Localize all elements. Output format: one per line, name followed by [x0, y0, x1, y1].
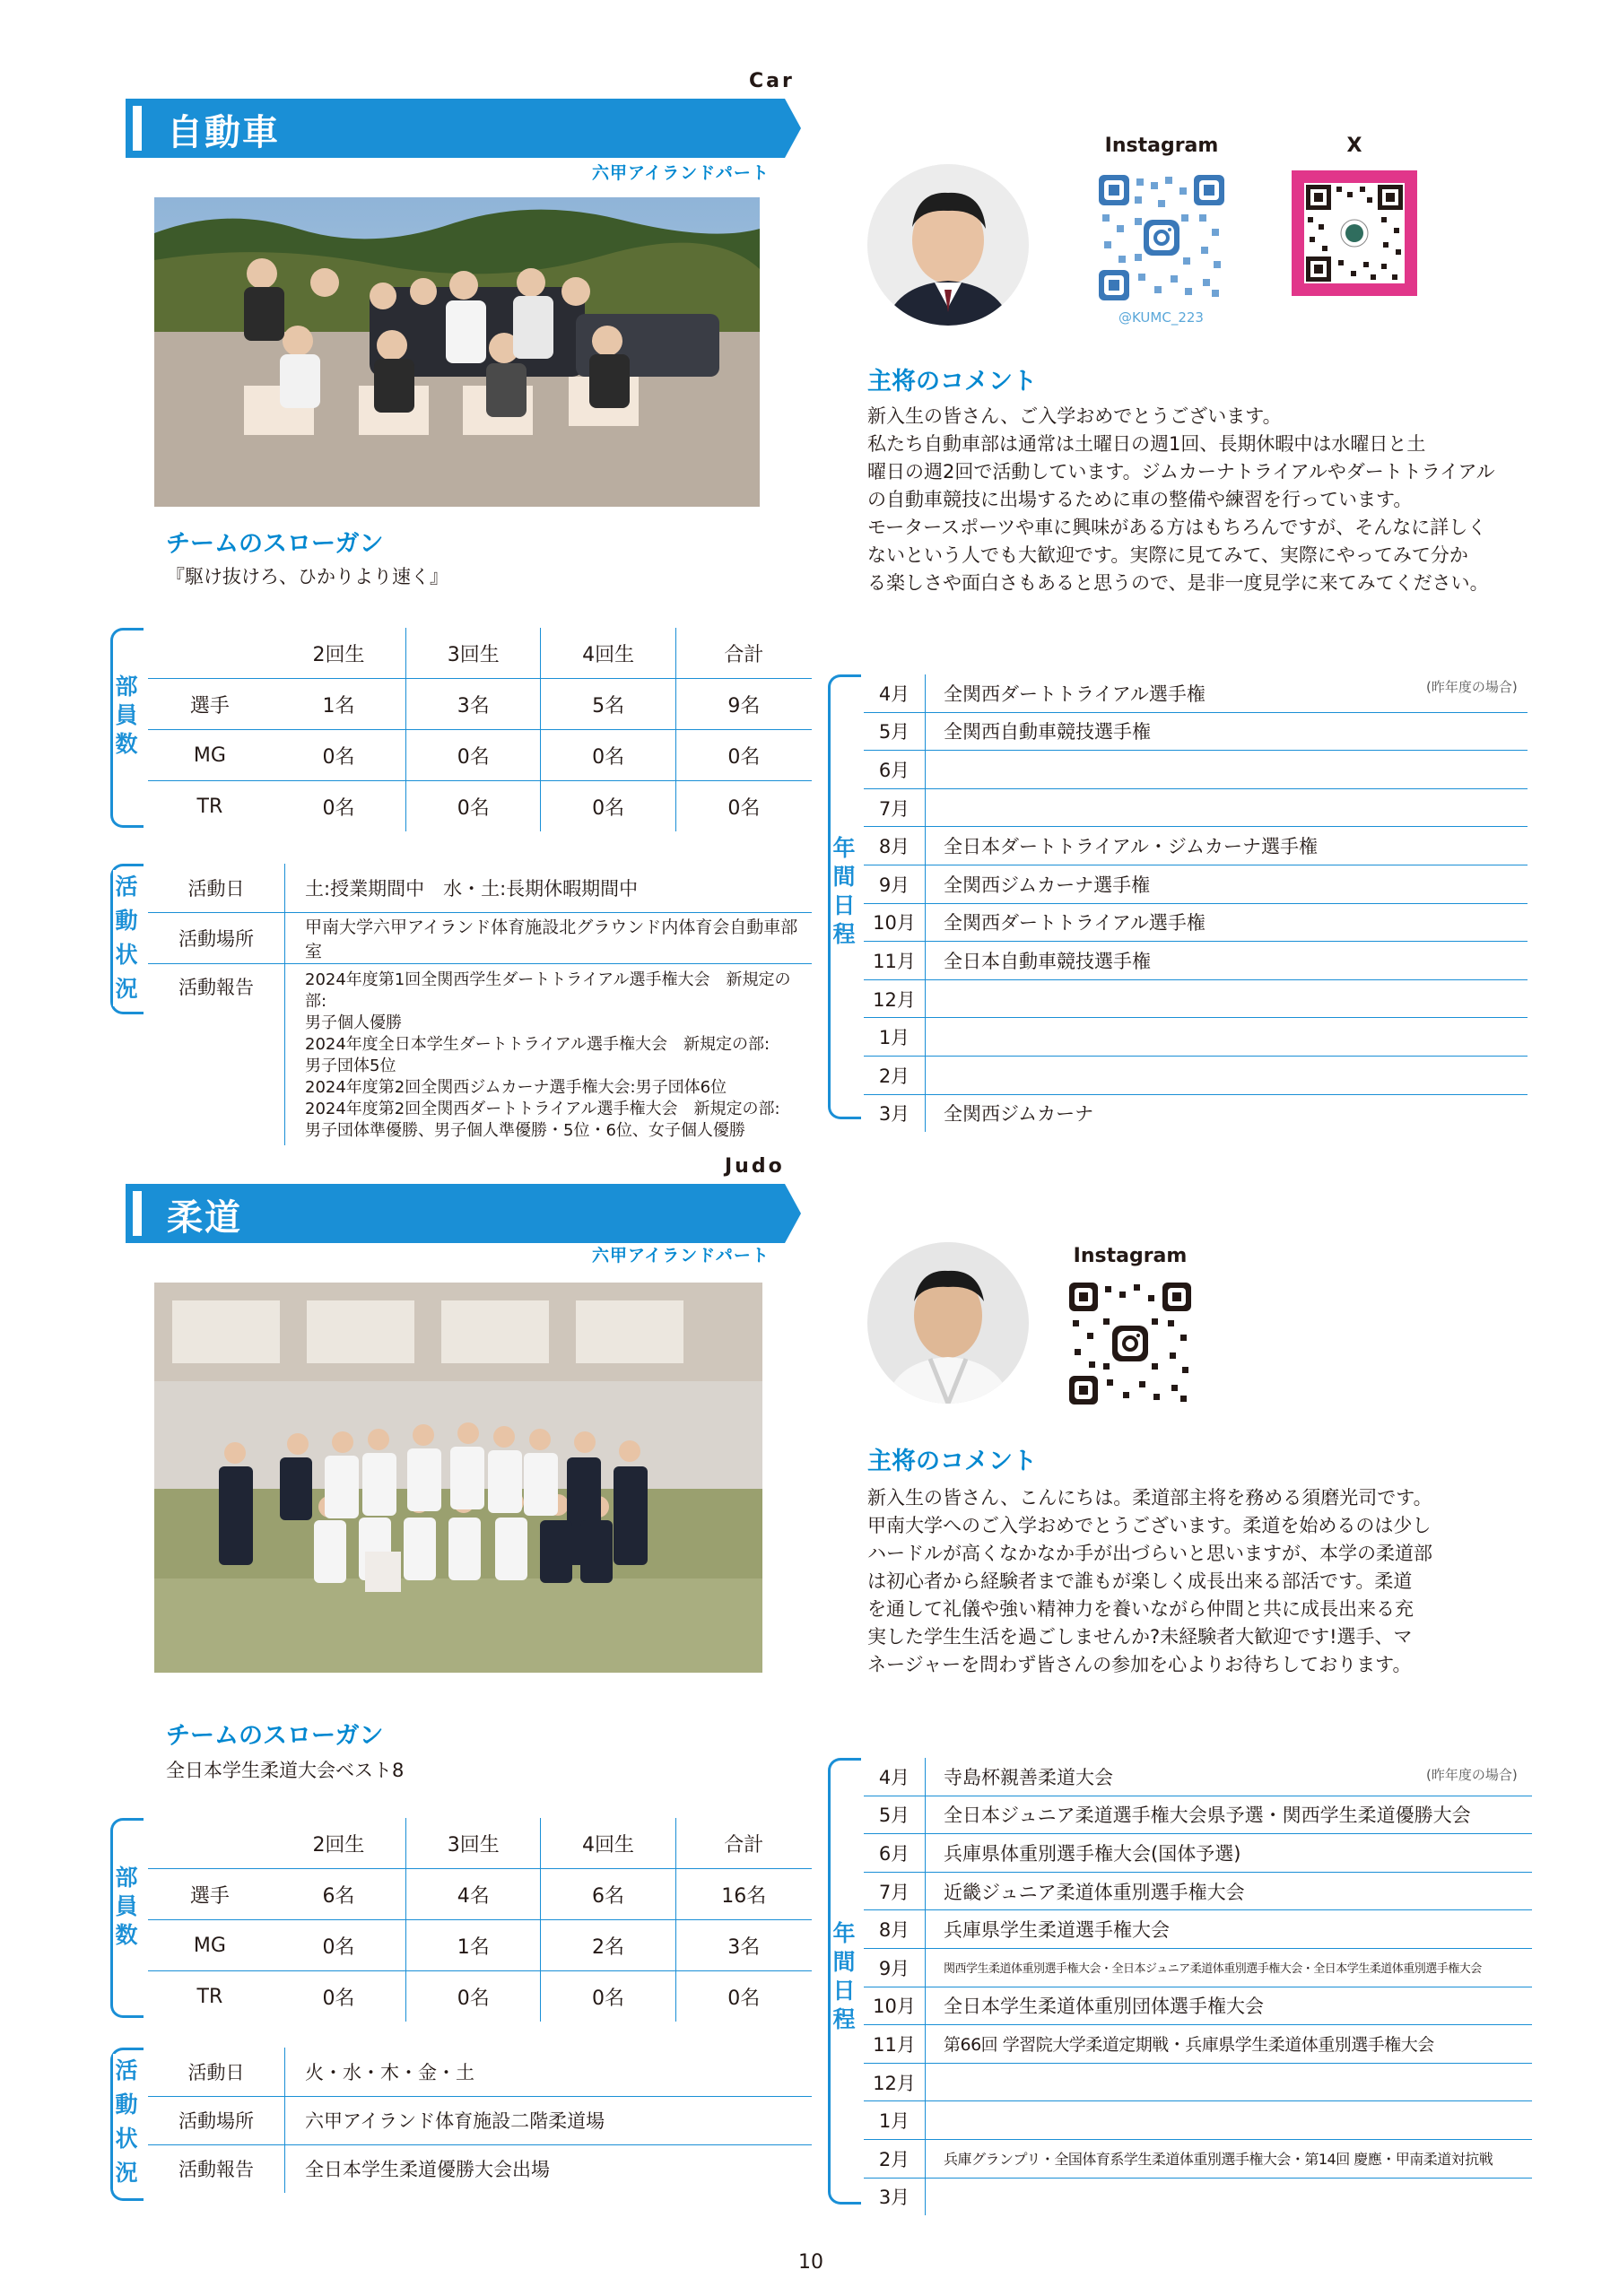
schedule-event: 全日本学生柔道体重別団体選手権大会: [926, 1987, 1533, 2025]
instagram-handle: @KUMC_223: [1119, 309, 1204, 326]
schedule-label: [831, 1919, 857, 2034]
comment-heading: 主将のコメント: [867, 1448, 1037, 1475]
activity-label: [113, 2054, 140, 2190]
campus-label: 六甲アイランドパート: [592, 163, 770, 183]
members-cell: 選手: [148, 679, 272, 730]
members-header-cell: 4回生: [541, 628, 675, 679]
activity-label-cell: 活動日: [148, 864, 285, 912]
members-header-cell: 2回生: [272, 628, 406, 679]
report-line: 2024年度第2回全関西ジムカーナ選手権大会:男子団体6位: [305, 1077, 727, 1097]
schedule-month: 6月: [864, 751, 926, 789]
comment-line: 私たち自動車部は通常は土曜日の週1回、長期休暇中は水曜日と土: [867, 433, 1426, 455]
members-label-text: 部員数: [115, 1865, 138, 1948]
members-header-cell: 合計: [675, 628, 812, 679]
members-header-cell: 3回生: [406, 628, 541, 679]
schedule-event: 全関西ダートトライアル選手権: [926, 674, 1528, 712]
members-cell: MG: [148, 730, 272, 781]
schedule-month: 2月: [864, 2139, 926, 2178]
members-cell: 5名: [541, 679, 675, 730]
report-line: 2024年度第2回全関西ダートトライアル選手権大会 新規定の部:: [305, 1099, 780, 1118]
members-table: [148, 628, 812, 831]
schedule-event: 全日本ダートトライアル・ジムカーナ選手権: [926, 827, 1528, 865]
instagram-qr-code[interactable]: [1099, 175, 1224, 300]
schedule-note: (昨年度の場合): [1426, 1767, 1518, 1783]
schedule-month: 8月: [864, 1910, 926, 1949]
members-cell: 9名: [675, 679, 812, 730]
schedule-event: 兵庫県体重別選手権大会(国体予選): [926, 1834, 1533, 1873]
members-cell: 0名: [272, 1920, 406, 1971]
schedule-event: [926, 1018, 1528, 1057]
schedule-event: 全関西ジムカーナ: [944, 1103, 1094, 1126]
instagram-label: Instagram: [1073, 1245, 1188, 1267]
schedule-event: 全関西ジムカーナ選手権: [926, 865, 1528, 903]
members-cell: 6名: [541, 1869, 675, 1920]
activity-label-cell: 活動場所: [148, 2096, 285, 2144]
activity-label: [113, 870, 140, 1006]
members-cell: TR: [196, 795, 223, 818]
schedule-event: 第66回 学習院大学柔道定期戦・兵庫県学生柔道体重別選手権大会: [926, 2025, 1533, 2064]
schedule-month: 5月: [864, 712, 926, 751]
members-cell: 0名: [541, 1971, 675, 2022]
comment-line: を通して礼儀や強い精神力を養いながら仲間と共に成長出来る充: [867, 1598, 1414, 1620]
schedule-month: 9月: [864, 1948, 926, 1987]
schedule-month: 3月: [864, 1094, 926, 1132]
schedule-event: [926, 2101, 1533, 2140]
schedule-month: 11月: [864, 942, 926, 980]
schedule-event: [926, 751, 1528, 789]
schedule-month: 1月: [864, 1018, 926, 1057]
schedule-table: [864, 674, 1528, 1132]
schedule-event: 全関西自動車競技選手権: [926, 712, 1528, 751]
activity-label-cell: 活動場所: [148, 912, 285, 963]
section-title: 柔道: [167, 1197, 242, 1239]
section-title: 自動車: [167, 112, 280, 153]
schedule-month: 2月: [864, 1056, 926, 1094]
comment-line: ないという人でも大歓迎です。実際に見てみて、実際にやってみて分か: [867, 544, 1468, 566]
comment-line: る楽しさや面白さもあると思うので、是非一度見学に来てみてください。: [867, 572, 1489, 594]
members-cell: 0名: [406, 781, 541, 832]
schedule-note: (昨年度の場合): [1426, 679, 1518, 695]
activity-value: 火・水・木・金・土: [285, 2048, 813, 2096]
schedule-month: 4月: [864, 674, 926, 712]
members-cell: 0名: [675, 1971, 812, 2022]
schedule-event: [926, 2178, 1533, 2215]
team-photo: [154, 197, 760, 507]
comment-line: 新入生の皆さん、ご入学おめでとうございます。: [867, 405, 1282, 427]
captain-avatar: [867, 1242, 1029, 1404]
schedule-month: 1月: [864, 2101, 926, 2140]
members-cell: 4名: [406, 1869, 541, 1920]
schedule-label-text: 年間日程: [832, 835, 856, 947]
schedule-event: 近畿ジュニア柔道体重別選手権大会: [926, 1872, 1533, 1910]
activity-label-text: 活動状況: [115, 874, 138, 1002]
activity-report: [285, 963, 813, 1145]
schedule-month: 10月: [864, 903, 926, 942]
x-qr-code[interactable]: [1292, 170, 1417, 296]
section-english-title: Judo: [725, 1155, 785, 1178]
members-header-cell: 4回生: [541, 1818, 675, 1869]
activity-value: 全日本学生柔道優勝大会出場: [305, 2159, 550, 2181]
schedule-month: 4月: [864, 1758, 926, 1796]
members-header-cell: 3回生: [406, 1818, 541, 1869]
schedule-month: 3月: [864, 2178, 926, 2215]
members-cell: 16名: [675, 1869, 812, 1920]
members-cell: 0名: [406, 730, 541, 781]
schedule-event: 全日本自動車競技選手権: [926, 942, 1528, 980]
slogan-heading: チームのスローガン: [166, 530, 384, 558]
instagram-label: Instagram: [1104, 135, 1219, 157]
comment-line: 甲南大学へのご入学おめでとうございます。柔道を始めるのは少し: [867, 1515, 1432, 1536]
schedule-month: 11月: [864, 2025, 926, 2064]
schedule-month: 7月: [864, 1872, 926, 1910]
comment-line: ネージャーを問わず皆さんの参加を心よりお待ちしております。: [867, 1654, 1412, 1675]
schedule-month: 6月: [864, 1834, 926, 1873]
activity-value: 六甲アイランド体育施設二階柔道場: [285, 2096, 813, 2144]
members-cell: 3名: [675, 1920, 812, 1971]
schedule-month: 12月: [864, 2063, 926, 2101]
schedule-event: 兵庫グランプリ・全国体育系学生柔道体重別選手権大会・第14回 慶應・甲南柔道対抗戦: [926, 2139, 1533, 2178]
instagram-qr-code[interactable]: [1069, 1283, 1191, 1405]
members-header-cell: [148, 628, 272, 679]
schedule-month: 7月: [864, 788, 926, 827]
members-cell: 0名: [541, 730, 675, 781]
members-cell: 0名: [541, 781, 675, 832]
section-english-title: Car: [749, 70, 795, 92]
members-cell: 6名: [272, 1869, 406, 1920]
members-cell: 3名: [406, 679, 541, 730]
report-line: 2024年度全日本学生ダートトライアル選手権大会 新規定の部:: [305, 1034, 770, 1054]
schedule-month: 5月: [864, 1796, 926, 1834]
members-cell: 2名: [541, 1920, 675, 1971]
members-header-cell: 合計: [675, 1818, 812, 1869]
report-line: 男子団体準優勝、男子個人準優勝・5位・6位、女子個人優勝: [305, 1120, 745, 1140]
comment-line: 新入生の皆さん、こんにちは。柔道部主将を務める須磨光司です。: [867, 1487, 1432, 1509]
members-cell: 0名: [272, 730, 406, 781]
activity-value: 土:授業期間中 水・土:長期休暇期間中: [285, 864, 813, 912]
schedule-event: [926, 1056, 1528, 1094]
members-cell: TR: [196, 1985, 223, 2008]
activity-label-text: 活動状況: [115, 2057, 138, 2186]
captain-comment: [867, 1484, 1432, 1679]
members-cell: 0名: [322, 796, 355, 820]
schedule-month: 9月: [864, 865, 926, 903]
members-label: [113, 1864, 140, 1950]
page-number: 10: [798, 2251, 823, 2274]
schedule-event: 寺島杯親善柔道大会: [926, 1758, 1533, 1796]
members-header-cell: [148, 1818, 272, 1869]
team-slogan: 全日本学生柔道大会ベスト8: [166, 1760, 405, 1781]
members-label-text: 部員数: [115, 674, 138, 757]
activity-label-cell: 活動日: [148, 2048, 285, 2096]
comment-line: の自動車競技に出場するために車の整備や練習を行っています。: [867, 489, 1413, 510]
schedule-event: 全関西ダートトライアル選手権: [926, 903, 1528, 942]
schedule-label: [831, 834, 857, 949]
schedule-label-text: 年間日程: [832, 1920, 856, 2032]
members-cell: 0名: [406, 1971, 541, 2022]
report-line: 2024年度第1回全関西学生ダートトライアル選手権大会 新規定の部:: [305, 970, 791, 1011]
team-slogan: 『駆け抜けろ、ひかりより速く』: [166, 566, 448, 587]
activity-table: [148, 2048, 812, 2193]
schedule-table: [864, 1758, 1532, 2215]
members-cell: 1名: [406, 1920, 541, 1971]
activity-label-cell: 活動報告: [148, 963, 285, 1145]
campus-label: 六甲アイランドパート: [592, 1246, 770, 1265]
section-title-band: [126, 1184, 785, 1243]
comment-line: は初心者から経験者まで誰もが楽しく成長出来る部活です。柔道: [867, 1570, 1413, 1592]
comment-line: 曜日の週2回で活動しています。ジムカーナトライアルやダートトライアル: [867, 461, 1495, 483]
schedule-month: 10月: [864, 1987, 926, 2025]
members-header-cell: 2回生: [272, 1818, 406, 1869]
schedule-month: 8月: [864, 827, 926, 865]
schedule-event: [926, 979, 1528, 1018]
schedule-month: 12月: [864, 979, 926, 1018]
members-cell: 1名: [272, 679, 406, 730]
comment-line: ハードルが高くなかなか手が出づらいと思いますが、本学の柔道部: [867, 1543, 1432, 1564]
report-line: 男子団体5位: [305, 1056, 396, 1075]
x-label: X: [1346, 135, 1362, 157]
section-title-band: [126, 99, 785, 158]
members-cell: 0名: [675, 730, 812, 781]
report-line: 男子個人優勝: [305, 1013, 402, 1032]
comment-line: モータースポーツや車に興味がある方はもちろんですが、そんなに詳しく: [867, 517, 1487, 538]
activity-value: 甲南大学六甲アイランド体育施設北グラウンド内体育会自動車部室: [285, 912, 813, 963]
schedule-event: 関西学生柔道体重別選手権大会・全日本ジュニア柔道体重別選手権大会・全日本学生柔道体重別選手権大会: [926, 1948, 1533, 1987]
members-label: [113, 673, 140, 759]
members-table: [148, 1818, 812, 2022]
members-cell: MG: [148, 1920, 272, 1971]
schedule-event: 全日本ジュニア柔道選手権大会県予選・関西学生柔道優勝大会: [926, 1796, 1533, 1834]
members-cell: 選手: [148, 1869, 272, 1920]
members-cell: 0名: [322, 1987, 355, 2010]
slogan-heading: チームのスローガン: [166, 1722, 384, 1750]
schedule-event: [926, 2063, 1533, 2101]
team-photo: [154, 1283, 762, 1673]
schedule-event: 兵庫県学生柔道選手権大会: [926, 1910, 1533, 1949]
schedule-event: [926, 788, 1528, 827]
activity-label-cell: 活動報告: [148, 2144, 285, 2193]
captain-avatar: [867, 164, 1029, 326]
comment-heading: 主将のコメント: [867, 368, 1037, 396]
activity-table: [148, 864, 812, 1145]
captain-comment: [867, 403, 1495, 597]
comment-line: 実した学生生活を過ごしませんか?未経験者大歓迎です!選手、マ: [867, 1626, 1413, 1648]
members-cell: 0名: [675, 781, 812, 832]
